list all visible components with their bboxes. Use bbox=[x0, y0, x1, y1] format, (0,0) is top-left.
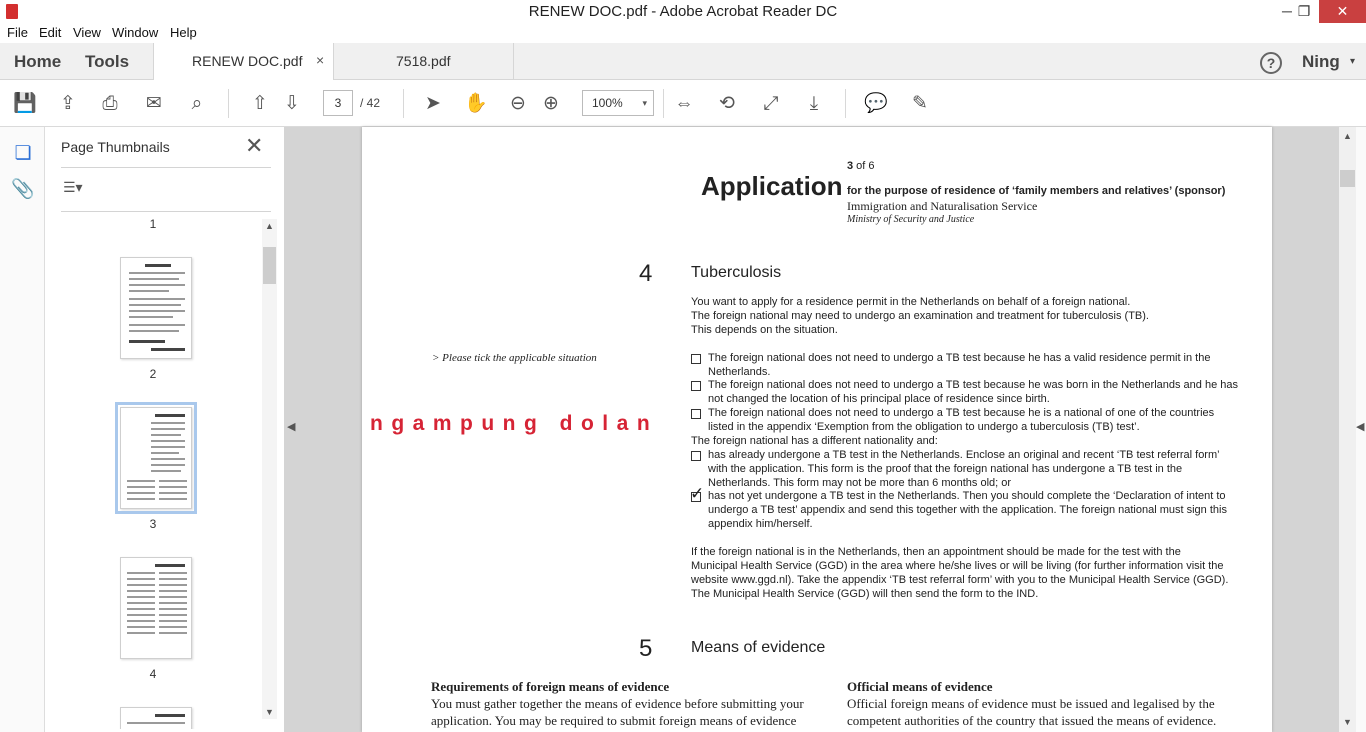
ministry-name: Ministry of Security and Justice bbox=[847, 214, 975, 225]
nationality-text: The foreign national has a different nationality and: bbox=[691, 435, 938, 447]
scrollbar-thumb[interactable] bbox=[263, 247, 276, 284]
page-total: / 42 bbox=[360, 96, 381, 110]
previous-page-icon[interactable]: ⇧ bbox=[252, 93, 268, 114]
thumbnail-options-icon[interactable]: ☰▾ bbox=[63, 179, 83, 195]
section-title: Tuberculosis bbox=[691, 264, 782, 281]
thumbnail-page-4[interactable] bbox=[120, 557, 192, 659]
minimize-button[interactable]: ─ bbox=[1282, 3, 1292, 19]
tab-label: RENEW DOC.pdf bbox=[192, 53, 303, 69]
checkmark-icon: ✓ bbox=[690, 484, 705, 503]
maximize-button[interactable]: ❐ bbox=[1297, 3, 1311, 19]
select-tool-icon[interactable]: ➤ bbox=[425, 93, 441, 114]
thumbnails-panel bbox=[45, 127, 284, 732]
collapse-left-pane-icon[interactable]: ◀ bbox=[287, 421, 296, 433]
zoom-out-icon[interactable]: ⊖ bbox=[510, 93, 526, 114]
window-title: RENEW DOC.pdf - Adobe Acrobat Reader DC bbox=[528, 3, 838, 20]
option-text: The foreign national does not need to undergo a TB test because he was born in the Netherlands and he has bbox=[708, 379, 1238, 391]
title-bar bbox=[0, 0, 1366, 23]
navigation-rail bbox=[0, 127, 45, 732]
option-checkbox[interactable] bbox=[691, 409, 701, 419]
thumbnail-page-3[interactable] bbox=[120, 407, 192, 509]
rotate-icon[interactable]: ⟲ bbox=[719, 93, 735, 114]
zoom-in-icon[interactable]: ⊕ bbox=[543, 93, 559, 114]
toolbar-divider bbox=[845, 89, 846, 118]
toolbar-divider bbox=[663, 89, 664, 118]
document-title: Application bbox=[701, 171, 843, 201]
menu-bar bbox=[0, 23, 1366, 43]
menu-window[interactable]: Window bbox=[112, 25, 159, 40]
scroll-down-icon[interactable]: ▼ bbox=[265, 707, 274, 717]
thumbnail-scrollbar[interactable] bbox=[262, 219, 277, 719]
section-title: Means of evidence bbox=[691, 639, 826, 656]
option-text: appendix him/herself. bbox=[708, 518, 813, 530]
section-number: 5 bbox=[639, 635, 653, 662]
thumbnail-label: 2 bbox=[149, 367, 157, 381]
next-page-icon[interactable]: ⇩ bbox=[284, 93, 300, 114]
zoom-dropdown[interactable] bbox=[582, 90, 654, 116]
menu-file[interactable]: File bbox=[7, 25, 28, 40]
thumbnail-label: 1 bbox=[149, 217, 157, 231]
scroll-down-icon[interactable]: ▼ bbox=[1343, 717, 1352, 727]
close-window-button[interactable]: ✕ bbox=[1319, 0, 1366, 23]
intro-line: This depends on the situation. bbox=[691, 324, 838, 336]
right-column-heading: Official means of evidence bbox=[847, 679, 993, 694]
tab-7518[interactable] bbox=[334, 43, 514, 80]
thumbnail-list bbox=[45, 215, 261, 729]
option-text: has not yet undergone a TB test in the Netherlands. Then you should complete the ‘Declaration of intent to bbox=[708, 490, 1226, 502]
right-column-line: Official foreign means of evidence must be issued and legalised by the bbox=[847, 696, 1215, 711]
document-subtitle: for the purpose of residence of ‘family members and relatives’ (sponsor) bbox=[847, 185, 1226, 197]
tools-tab[interactable]: Tools bbox=[85, 52, 130, 71]
option-text: Netherlands. This form may not be more than 6 months old; or bbox=[708, 477, 1012, 489]
print-icon[interactable]: ⎙ bbox=[102, 93, 118, 114]
ggd-paragraph-line: If the foreign national is in the Netherlands, then an appointment should be made for the test with the bbox=[691, 546, 1181, 558]
ggd-paragraph-line: Municipal Health Service (GGD) in the area where he/she lives or will be living (for further information visit the bbox=[691, 560, 1224, 572]
tick-instruction: > Please tick the applicable situation bbox=[432, 352, 597, 364]
search-icon[interactable]: ⌕ bbox=[191, 93, 203, 114]
tab-renew-doc[interactable] bbox=[153, 43, 334, 80]
page-thumbnails-icon[interactable]: ❏ bbox=[14, 143, 32, 164]
comment-icon[interactable]: 💬 bbox=[864, 93, 888, 114]
option-text: listed in the appendix ‘Exemption from the obligation to undergo a tuberculosis (TB) test’. bbox=[708, 421, 1140, 433]
chevron-down-icon[interactable]: ▾ bbox=[1350, 56, 1356, 67]
menu-edit[interactable]: Edit bbox=[39, 25, 62, 40]
menu-help[interactable]: Help bbox=[170, 25, 197, 40]
thumbnail-page-5[interactable] bbox=[120, 707, 192, 729]
scroll-mode-icon[interactable]: ⤓ bbox=[809, 93, 819, 114]
help-icon[interactable]: ? bbox=[1260, 52, 1282, 74]
page-number-input[interactable]: 3 bbox=[323, 90, 353, 116]
fit-width-icon[interactable]: ⇔ bbox=[674, 93, 694, 114]
thumbnail-label: 4 bbox=[149, 667, 157, 681]
left-column-line: You must gather together the means of evidence before submitting your bbox=[431, 696, 804, 711]
page-counter-of: of 6 bbox=[853, 160, 875, 172]
option-text: The foreign national does not need to undergo a TB test because he has a valid residence permit in the bbox=[708, 352, 1211, 364]
zoom-value: 100% bbox=[592, 96, 623, 110]
close-tab-icon[interactable]: × bbox=[316, 52, 325, 68]
option-text: undergo a TB test’ appendix and send this together with the application. The foreign national must sign this bbox=[708, 504, 1227, 516]
page-counter bbox=[847, 160, 875, 172]
full-screen-icon[interactable]: ⤢ bbox=[763, 93, 779, 114]
tab-bar bbox=[0, 43, 1366, 80]
pdf-page bbox=[362, 127, 1272, 732]
option-checkbox[interactable] bbox=[691, 451, 701, 461]
scrollbar-thumb[interactable] bbox=[1340, 170, 1355, 187]
option-text: Netherlands. bbox=[708, 366, 771, 378]
option-checkbox[interactable] bbox=[691, 354, 701, 364]
ggd-paragraph-line: The Municipal Health Service (GGD) will then send the form to the IND. bbox=[691, 588, 1039, 600]
agency-name: Immigration and Naturalisation Service bbox=[847, 199, 1038, 213]
intro-line: You want to apply for a residence permit in the Netherlands on behalf of a foreign national. bbox=[691, 296, 1131, 308]
scroll-up-icon[interactable]: ▲ bbox=[265, 221, 274, 231]
home-tab[interactable]: Home bbox=[14, 52, 62, 71]
left-column-heading: Requirements of foreign means of evidence bbox=[431, 679, 670, 694]
thumbnail-page-2[interactable] bbox=[120, 257, 192, 359]
option-text: has already undergone a TB test in the Netherlands. Enclose an original and recent ‘TB test referral form’ bbox=[708, 449, 1220, 461]
save-icon[interactable]: 💾 bbox=[13, 93, 37, 114]
document-scrollbar[interactable] bbox=[1339, 127, 1356, 732]
intro-line: The foreign national may need to undergo an examination and treatment for tuberculosis (TB). bbox=[691, 310, 1149, 322]
panel-divider bbox=[61, 167, 271, 168]
ggd-paragraph-line: website www.ggd.nl). Take the appendix ‘TB test referral form’ with you to the Municipal Health Service (GGD). bbox=[691, 574, 1229, 586]
toolbar-divider bbox=[403, 89, 404, 118]
hand-tool-icon[interactable]: ✋ bbox=[464, 93, 488, 114]
option-checkbox[interactable] bbox=[691, 381, 701, 391]
chevron-down-icon: ▾ bbox=[642, 98, 647, 108]
attachments-icon[interactable]: 📎 bbox=[11, 179, 35, 200]
toolbar-divider bbox=[228, 89, 229, 118]
sign-icon[interactable]: ✎ bbox=[912, 93, 928, 114]
email-icon[interactable]: ✉ bbox=[146, 93, 162, 114]
scroll-up-icon[interactable]: ▲ bbox=[1343, 131, 1352, 141]
upload-icon[interactable]: ⇪ bbox=[60, 93, 76, 114]
tab-label: 7518.pdf bbox=[396, 53, 451, 69]
option-text: not changed the location of his principal place of residence since birth. bbox=[708, 393, 1050, 405]
menu-view[interactable]: View bbox=[73, 25, 101, 40]
option-text: The foreign national does not need to undergo a TB test because he is a national of one of the countries bbox=[708, 407, 1215, 419]
close-panel-icon[interactable]: ✕ bbox=[245, 133, 264, 158]
option-text: with the application. This form is the proof that the foreign national has undergone a TB test in the bbox=[708, 463, 1183, 475]
page-counter-number: 3 bbox=[847, 160, 854, 172]
watermark-text: ngampung dolan bbox=[370, 412, 659, 435]
section-number: 4 bbox=[639, 260, 653, 287]
expand-right-pane-icon[interactable]: ◀ bbox=[1356, 421, 1365, 433]
left-column-line: application. You may be required to submit foreign means of evidence bbox=[431, 713, 797, 728]
panel-divider bbox=[61, 211, 271, 212]
thumbnail-label: 3 bbox=[149, 517, 157, 531]
panel-title: Page Thumbnails bbox=[61, 139, 170, 155]
user-account-button[interactable]: Ning bbox=[1302, 52, 1340, 71]
right-column-line: competent authorities of the country that issued the means of evidence. bbox=[847, 713, 1217, 728]
